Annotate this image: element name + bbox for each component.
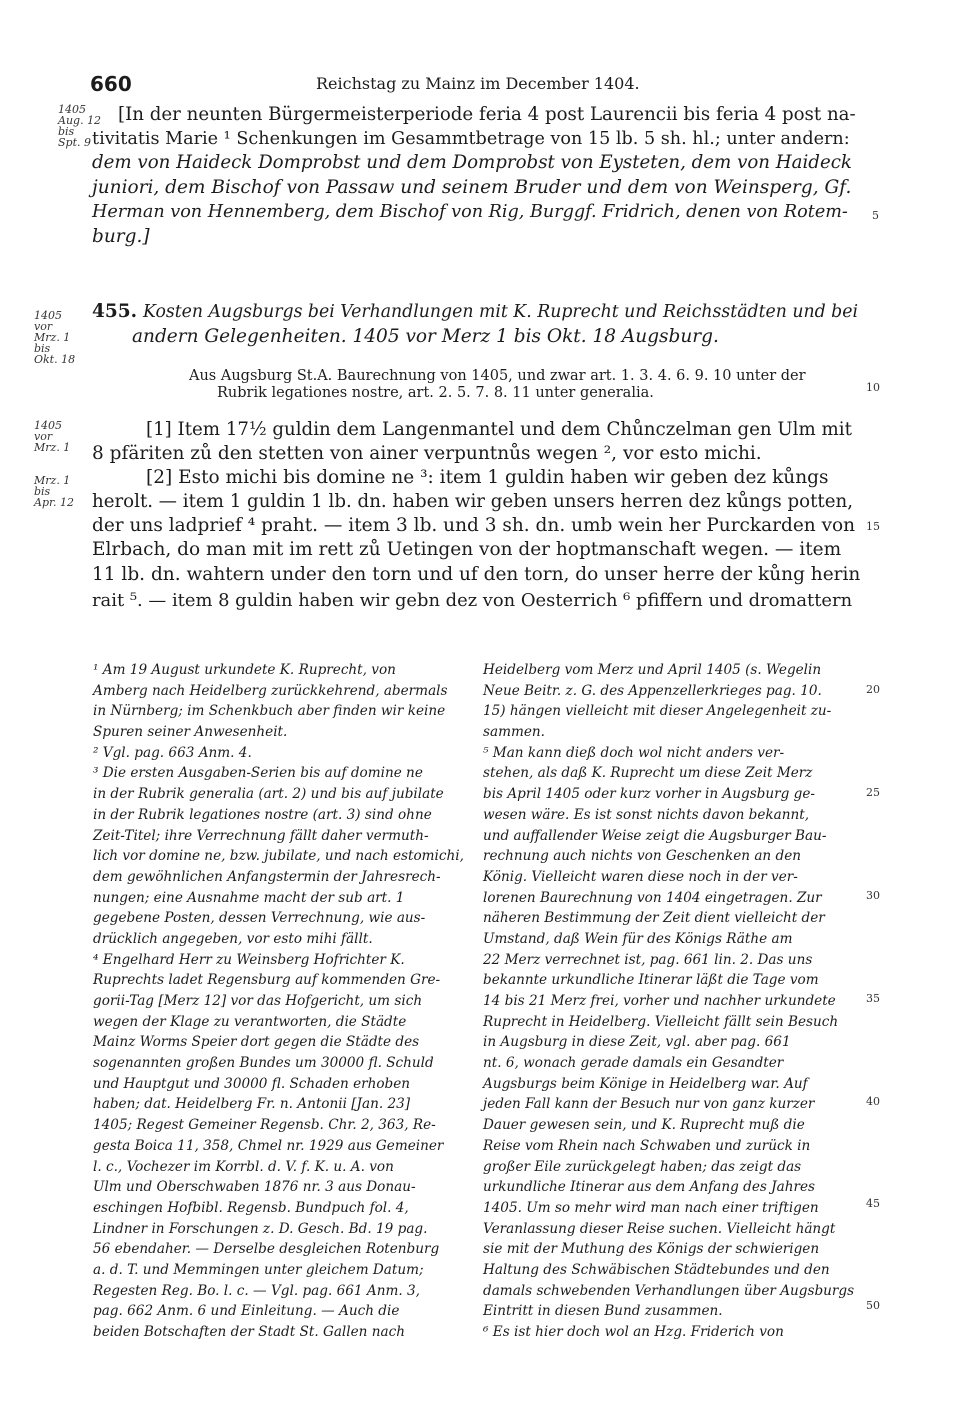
footnote-line: a. d. T. und Memmingen unter gleichem Datum; bbox=[93, 1261, 424, 1278]
text-line: 11 lb. dn. wahtern under den torn und uf den torn, do unser herre der kůng herin bbox=[92, 564, 861, 585]
footnote-line: l. c., Vochezer im Korrbl. d. V. f. K. u. A. von bbox=[93, 1158, 394, 1175]
line-number: 5 bbox=[872, 209, 879, 222]
footnote-line: 56 ebendaher. — Derselbe desgleichen Rotenburg bbox=[93, 1241, 440, 1258]
footnote-line: gesta Boica 11, 358, Chmel nr. 1929 aus Gemeiner bbox=[93, 1137, 444, 1154]
footnote-line: Mainz Worms Speier dort gegen die Städte des bbox=[93, 1034, 420, 1051]
intro-line: burg.] bbox=[92, 226, 150, 247]
footnote-line: in Nürnberg; im Schenkbuch aber finden wir keine bbox=[93, 703, 446, 720]
footnote-line: Veranlassung dieser Reise suchen. Vielleicht hängt bbox=[483, 1220, 836, 1237]
footnote-line: ³ Die ersten Ausgaben-Serien bis auf domine ne bbox=[93, 765, 423, 782]
intro-line: dem von Haideck Domprobst und dem Domprobst von Eysteten, dem von Haideck bbox=[92, 152, 852, 173]
footnote-line: König. Vielleicht waren diese noch in der ver- bbox=[483, 868, 798, 885]
footnote-line: 14 bis 21 Merz frei, vorher und nachher urkundete bbox=[483, 993, 836, 1009]
footnote-line: Neue Beitr. z. G. des Appenzellerkrieges pag. 10. bbox=[483, 682, 822, 699]
intro-line: [In der neunten Bürgermeisterperiode feria 4 post Laurencii bis feria 4 post na- bbox=[118, 104, 856, 125]
footnote-line: und auffallender Weise zeigt die Augsburger Bau- bbox=[483, 827, 827, 844]
footnote-line: dem gewöhnlichen Anfangstermin der Jahresrech- bbox=[93, 868, 441, 885]
line-number: 10 bbox=[866, 381, 880, 394]
footnote-line: sammen. bbox=[483, 724, 545, 741]
footnote-line: 1405. Um so mehr wird man nach einer triftigen bbox=[483, 1199, 819, 1216]
footnote-line: näheren Bestimmung der Zeit dient vielleicht der bbox=[483, 910, 825, 927]
running-title: Reichstag zu Mainz im December 1404. bbox=[316, 74, 640, 93]
margin-date-note: 1405 vor Mrz. 1 bis Okt. 18 bbox=[34, 309, 76, 366]
line-number: 25 bbox=[866, 786, 880, 799]
footnote-line: pag. 662 Anm. 6 und Einleitung. — Auch die bbox=[93, 1303, 400, 1320]
intro-line: tivitatis Marie ¹ Schenkungen im Gesammtbetrage von 15 lb. 5 sh. hl.; unter andern: bbox=[92, 129, 850, 149]
footnote-line: Heidelberg vom Merz und April 1405 (s. Wegelin bbox=[483, 662, 822, 678]
line-number: 20 bbox=[866, 683, 880, 696]
footnote-line: Ulm und Oberschwaben 1876 nr. 3 aus Donau- bbox=[93, 1179, 416, 1196]
footnote-line: Haltung des Schwäbischen Städtebundes und den bbox=[483, 1261, 830, 1278]
footnote-line: Zeit-Titel; ihre Verrechnung fällt daher vermuth- bbox=[93, 827, 429, 844]
footnote-line: 1405; Regest Gemeiner Regensb. Chr. 2, 363, Re- bbox=[93, 1117, 436, 1134]
footnotes-left-column bbox=[93, 660, 468, 1343]
text-line: 8 pfäriten zů den stetten von ainer verpuntnůs wegen ², vor esto michi. bbox=[92, 443, 762, 464]
footnote-line: 22 Merz verrechnet ist, pag. 661 lin. 2. Das uns bbox=[483, 951, 813, 968]
section-number: 455. bbox=[92, 301, 138, 322]
footnote-line: ⁶ Es ist hier doch wol an Hzg. Friderich von bbox=[483, 1324, 784, 1340]
intro-line: juniori, dem Bischof von Passaw und seinem Bruder und dem von Weinsperg, Gf. bbox=[92, 177, 852, 198]
line-number: 35 bbox=[866, 992, 880, 1005]
footnote-line: beiden Botschaften der Stadt St. Gallen nach bbox=[93, 1324, 405, 1340]
footnote-line: 15) hängen vielleicht mit dieser Angelegenheit zu- bbox=[483, 703, 832, 720]
footnote-line: ¹ Am 19 August urkundete K. Ruprecht, von bbox=[93, 662, 396, 678]
line-number: 40 bbox=[866, 1095, 880, 1108]
footnote-line: sie mit der Muthung des Königs der schwierigen bbox=[483, 1241, 820, 1258]
footnote-line: damals schwebenden Verhandlungen über Augsburgs bbox=[483, 1282, 855, 1299]
footnote-line: Amberg nach Heidelberg zurückkehrend, abermals bbox=[93, 682, 448, 699]
text-line: herolt. — item 1 guldin 1 lb. dn. haben wir geben unsers herren dez kůngs potten, bbox=[92, 491, 853, 512]
margin-date-note: 1405 vor Mrz. 1 bbox=[34, 419, 71, 454]
footnote-line: eschingen Hofbibl. Regensb. Bundpuch fol. 4, bbox=[93, 1199, 409, 1216]
footnote-line: gegebene Posten, dessen Verrechnung, wie aus- bbox=[93, 910, 426, 927]
section-title: andern Gelegenheiten. 1405 vor Merz 1 bis Okt. 18 Augsburg. bbox=[132, 326, 719, 347]
footnote-line: Ruprechts ladet Regensburg auf kommenden Gre- bbox=[93, 972, 441, 989]
footnote-line: bis April 1405 oder kurz vorher in Augsburg ge- bbox=[483, 786, 815, 803]
footnote-line: sogenannten großen Bundes um 30000 fl. Schuld bbox=[93, 1055, 434, 1072]
footnote-line: großer Eile zurückgelegt haben; das zeigt das bbox=[483, 1158, 802, 1175]
line-number: 15 bbox=[866, 520, 880, 533]
section-title: Kosten Augsburgs bei Verhandlungen mit K. Ruprecht und Reichsstädten und bei bbox=[143, 302, 858, 322]
footnote-line: wegen der Klage zu verantworten, die Städte bbox=[93, 1013, 407, 1030]
footnote-line: Augsburgs beim Könige in Heidelberg war. Auf bbox=[483, 1075, 808, 1092]
footnote-line: ⁵ Man kann dieß doch wol nicht anders ver- bbox=[483, 744, 785, 761]
text-line: [1] Item 17½ guldin dem Langenmantel und dem Chůnczelman gen Ulm mit bbox=[146, 419, 852, 440]
footnote-line: in der Rubrik generalia (art. 2) und bis auf jubilate bbox=[93, 786, 444, 803]
footnote-line: lich vor domine ne, bzw. jubilate, und nach estomichi, bbox=[93, 848, 464, 865]
footnote-line: Dauer gewesen sein, und K. Ruprecht muß die bbox=[483, 1117, 805, 1134]
footnote-line: Umstand, daß Wein für des Königs Räthe am bbox=[483, 930, 793, 947]
footnote-line: Lindner in Forschungen z. D. Gesch. Bd. 19 pag. bbox=[93, 1220, 428, 1237]
line-number: 45 bbox=[866, 1197, 880, 1210]
footnote-line: Spuren seiner Anwesenheit. bbox=[93, 724, 288, 741]
footnote-line: bekannte urkundliche Itinerar läßt die Tage vom bbox=[483, 972, 819, 989]
footnote-line: in der Rubrik legationes nostre (art. 3) sind ohne bbox=[93, 806, 432, 823]
intro-line: Herman von Hennemberg, dem Bischof von Rig, Burggf. Fridrich, denen von Rotem- bbox=[92, 202, 848, 222]
footnote-line: in Augsburg in diese Zeit, vgl. aber pag. 661 bbox=[483, 1034, 791, 1051]
source-note: Aus Augsburg St.A. Baurechnung von 1405, und zwar art. 1. 3. 4. 6. 9. 10 unter der bbox=[189, 368, 806, 384]
footnote-line: gorii-Tag [Merz 12] vor das Hofgericht, um sich bbox=[93, 993, 423, 1009]
footnote-line: nungen; eine Ausnahme macht der sub art. 1 bbox=[93, 889, 405, 906]
margin-date-note: 1405 Aug. 12 bis Spt. 9 bbox=[58, 103, 102, 149]
footnote-line: haben; dat. Heidelberg Fr. n. Antonii [Jan. 23] bbox=[93, 1096, 411, 1113]
text-line: Elrbach, do man mit im rett zů Uetingen von der hoptmanschaft wegen. — item bbox=[92, 539, 842, 560]
source-note: Rubrik legationes nostre, art. 2. 5. 7. 8. 11 unter generalia. bbox=[217, 385, 654, 401]
footnote-line: ⁴ Engelhard Herr zu Weinsberg Hofrichter K. bbox=[93, 951, 405, 968]
footnote-line: lorenen Baurechnung von 1404 eingetragen. Zur bbox=[483, 889, 822, 906]
footnote-line: jeden Fall kann der Besuch nur von ganz kurzer bbox=[483, 1096, 815, 1113]
line-number: 50 bbox=[866, 1299, 880, 1312]
text-line: rait ⁵. — item 8 guldin haben wir gebn dez von Oesterrich ⁶ pfiffern und dromattern bbox=[92, 590, 853, 611]
footnote-line: rechnung auch nichts von Geschenken an den bbox=[483, 848, 802, 865]
text-line: [2] Esto michi bis domine ne ³: item 1 guldin haben wir geben dez kůngs bbox=[146, 467, 829, 488]
footnote-line: urkundliche Itinerar aus dem Anfang des Jahres bbox=[483, 1179, 816, 1196]
footnote-line: Ruprecht in Heidelberg. Vielleicht fällt sein Besuch bbox=[483, 1013, 839, 1030]
footnote-line: ² Vgl. pag. 663 Anm. 4. bbox=[93, 744, 252, 761]
footnote-line: Eintritt in diesen Bund zusammen. bbox=[483, 1303, 723, 1320]
footnote-line: Reise vom Rhein nach Schwaben und zurück in bbox=[483, 1137, 811, 1154]
footnote-line: stehen, als daß K. Ruprecht um diese Zeit Merz bbox=[483, 765, 813, 782]
margin-date-note: Mrz. 1 bis Apr. 12 bbox=[34, 474, 75, 509]
footnote-line: wesen wäre. Es ist sonst nichts davon bekannt, bbox=[483, 806, 810, 823]
footnotes-right-column bbox=[483, 660, 858, 1343]
footnote-line: nt. 6, wonach gerade damals ein Gesandter bbox=[483, 1055, 784, 1072]
footnote-line: Regesten Reg. Bo. l. c. — Vgl. pag. 661 Anm. 3, bbox=[93, 1282, 420, 1299]
line-number: 30 bbox=[866, 889, 880, 902]
page-number: 660 bbox=[90, 72, 132, 96]
footnote-line: drücklich angegeben, vor esto mihi fällt. bbox=[93, 930, 373, 947]
text-line: der uns ladprief ⁴ praht. — item 3 lb. und 3 sh. dn. umb wein her Purckarden von bbox=[92, 515, 856, 536]
footnote-line: und Hauptgut und 30000 fl. Schaden erhoben bbox=[93, 1075, 411, 1092]
